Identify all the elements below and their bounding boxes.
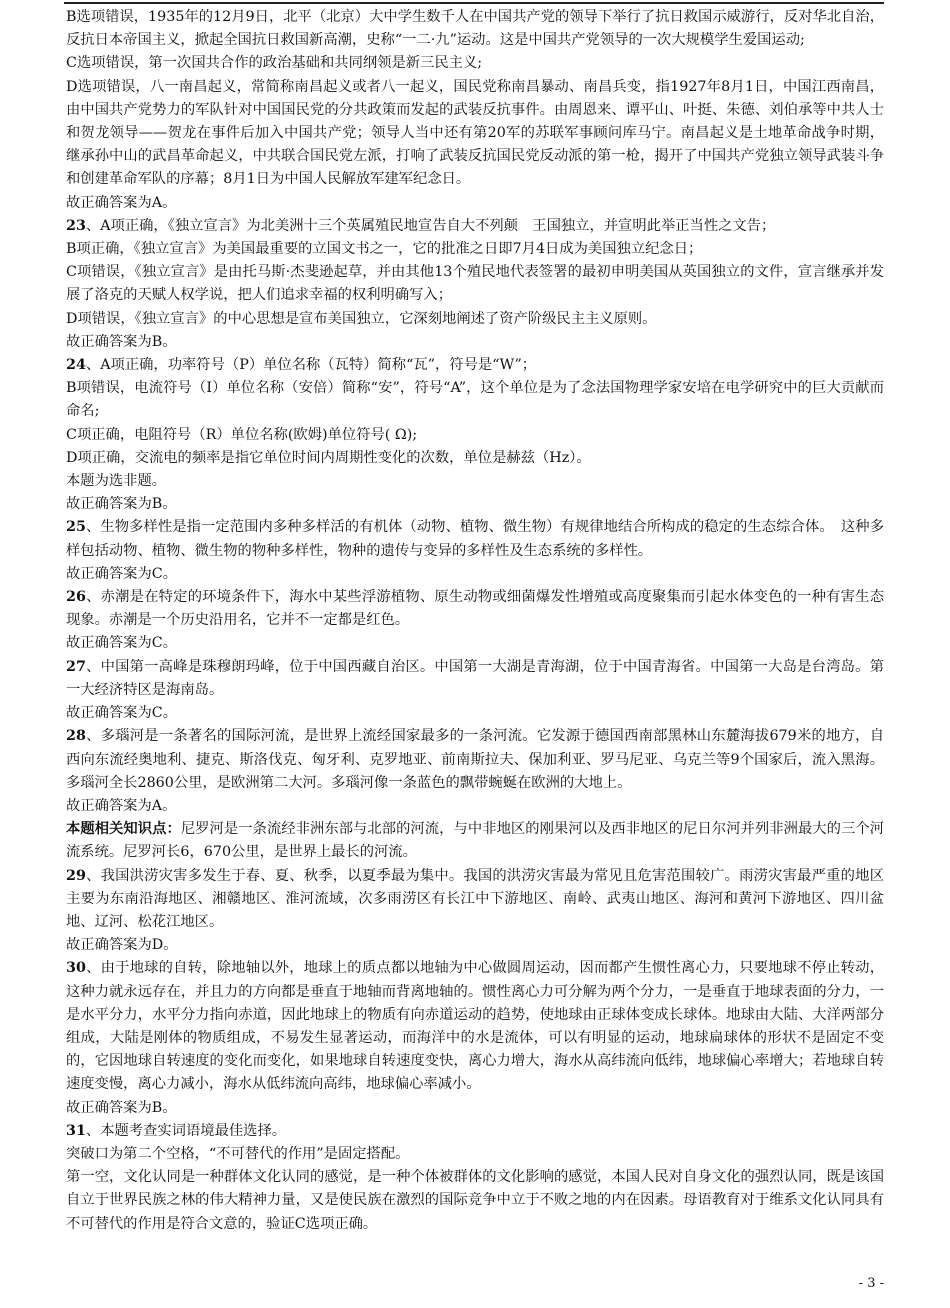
paragraph-text: 、A项正确，功率符号（P）单位名称（瓦特）简称“瓦”，符号是“W”； (85, 357, 537, 374)
question-number: 26 (66, 589, 86, 606)
paragraph-text: B项错误，电流符号（I）单位名称（安倍）简称“安”，符号“A”，这个单位是为了念法国物理学家安培在电学研究中的巨大贡献而命名; (66, 380, 884, 420)
paragraph (66, 725, 884, 795)
knowledge-point-label: 本题相关知识点： (66, 821, 181, 838)
paragraph-text: 故正确答案为C。 (66, 635, 178, 652)
paragraph (66, 795, 884, 818)
paragraph-text: 、本题考查实词语境最佳选择。 (85, 1122, 287, 1139)
paragraph-text: 故正确答案为D。 (66, 937, 178, 954)
paragraph (66, 331, 884, 354)
paragraph-text: C项错误，《独立宣言》是由托马斯·杰斐逊起草，并由其他13个殖民地代表签署的最初申明美国从英国独立的文件，宣言继承并发展了洛克的天赋人权学说，把人们追求幸福的权利明确写入； (66, 264, 884, 304)
question-number: 25 (66, 519, 86, 536)
paragraph (66, 865, 884, 935)
paragraph (66, 76, 884, 192)
paragraph (66, 470, 884, 493)
paragraph (66, 818, 884, 864)
paragraph (66, 1120, 884, 1143)
paragraph (66, 6, 884, 52)
page-number: - 3 - (858, 1276, 884, 1291)
paragraph (66, 215, 884, 238)
paragraph-text: D项正确，交流电的频率是指它单位时间内周期性变化的次数，单位是赫兹（Hz）。 (66, 449, 591, 466)
paragraph (66, 656, 884, 702)
paragraph (66, 1097, 884, 1120)
paragraph (66, 586, 884, 632)
paragraph-text: C选项错误，第一次国共合作的政治基础和共同纲领是新三民主义; (66, 55, 483, 72)
question-number: 27 (66, 658, 86, 675)
paragraph (66, 516, 884, 562)
paragraph (66, 957, 884, 1096)
paragraph-text: 故正确答案为C。 (66, 705, 178, 722)
paragraph-text: 故正确答案为A。 (66, 797, 177, 814)
top-rule (64, 2, 884, 4)
paragraph-text: 故正确答案为C。 (66, 565, 178, 582)
paragraph-text: 尼罗河是一条流经非洲东部与北部的河流，与中非地区的刚果河以及西非地区的尼日尔河并列非洲最大的三个河流系统。尼罗河长6，670公里，是世界上最长的河流。 (66, 821, 885, 861)
paragraph-text: 第一空，文化认同是一种群体文化认同的感觉，是一种个体被群体的文化影响的感觉，本国人民对自身文化的强烈认同，既是该国自立于世界民族之林的伟大精神力量，又是使民族在激烈的国际竞争中立于不败之地的内在因素。母语教育对于维系文化认同具有不可替代的作用是符合文意的，验证C选项正确。 (66, 1169, 884, 1232)
paragraph (66, 563, 884, 586)
paragraph-text: 故正确答案为B。 (66, 333, 177, 350)
paragraph (66, 308, 884, 331)
question-number: 23 (66, 217, 86, 234)
paragraph-text: 故正确答案为A。 (66, 194, 177, 211)
paragraph-text: 、由于地球的自转，除地轴以外，地球上的质点都以地轴为中心做圆周运动，因而都产生惯性离心力，只要地球不停止转动，这种力就永远存在，并且力的方向都是垂直于地轴而背离地轴的。惯性离心力可分解为两个分力，一是垂直于地球表面的分力，一是水平分力，水平分力指向赤道，因此地球上的物质有向赤道运动的趋势，使地球由正球体变成长球体。地球由大陆、大洋两部分组成，大陆是刚体的物质组成，不易发生显著运动，而海洋中的水是流体，可以有明显的运动，地球扁球体的形状不是固定不变的，它因地球自转速度的变化而变化，如果地球自转速度变快，离心力增大，海水从高纬流向低纬，地球偏心率增大；若地球自转速度变慢，离心力减小，海水从低纬流向高纬，地球偏心率减小。 (66, 960, 884, 1093)
paragraph-text: C项正确，电阻符号（R）单位名称(欧姆)单位符号( Ω); (66, 426, 418, 443)
paragraph (66, 934, 884, 957)
paragraph-text: 、多瑙河是一条著名的国际河流，是世界上流经国家最多的一条河流。它发源于德国西南部黑林山东麓海拔679米的地方，自西向东流经奥地利、捷克、斯洛伐克、匈牙利、克罗地亚、前南斯拉夫、保加利亚、罗马尼亚、乌克兰等9个国家后，流入黑海。多瑙河全长2860公里，是欧洲第二大河。多瑙河像一条蓝色的飘带蜿蜒在欧洲的大地上。 (66, 728, 884, 791)
paragraph-text: D项错误，《独立宣言》的中心思想是宣布美国独立，它深刻地阐述了资产阶级民主主义原则。 (66, 310, 657, 327)
paragraph (66, 632, 884, 655)
paragraph (66, 424, 884, 447)
question-number: 28 (66, 728, 86, 745)
paragraph (66, 493, 884, 516)
question-number: 24 (66, 357, 86, 374)
paragraph (66, 377, 884, 423)
paragraph-text: B项正确，《独立宣言》为美国最重要的立国文书之一，它的批准之日即7月4日成为美国独立纪念日； (66, 241, 703, 258)
paragraph-text: 故正确答案为B。 (66, 496, 177, 513)
question-number: 29 (66, 867, 86, 884)
question-number: 31 (66, 1122, 86, 1139)
paragraph-text: D选项错误，八一南昌起义，常简称南昌起义或者八一起义，国民党称南昌暴动、南昌兵变，指1927年8月1日，中国江西南昌，由中国共产党势力的军队针对中国国民党的分共政策而发起的武装反抗事件。由周恩来、谭平山、叶挺、朱德、刘伯承等中共人士和贺龙领导——贺龙在事件后加入中国共产党；领导人当中还有第20军的苏联军事顾问库马宁。南昌起义是土地革命战争时期，继承孙中山的武昌革命起义，中共联合国民党左派，打响了武装反抗国民党反动派的第一枪，揭开了中国共产党独立领导武装斗争和创建革命军队的序幕；8月1日为中国人民解放军建军纪念日。 (66, 78, 884, 188)
paragraph-text: 、生物多样性是指一定范围内多种多样活的有机体（动物、植物、微生物）有规律地结合所构成的稳定的生态综合体。 这种多样包括动物、植物、微生物的物种多样性，物种的遗传与变异的多样性及生态系统的多样性。 (66, 519, 884, 559)
paragraph (66, 447, 884, 470)
paragraph (66, 702, 884, 725)
paragraph-text: B选项错误，1935年的12月9日，北平（北京）大中学生数千人在中国共产党的领导下举行了抗日救国示威游行，反对华北自治，反抗日本帝国主义，掀起全国抗日救国新高潮，史称“一二·九”运动。这是中国共产党领导的一次大规模学生爱国运动; (66, 9, 884, 49)
paragraph-text: 、中国第一高峰是珠穆朗玛峰，位于中国西藏自治区。中国第一大湖是青海湖，位于中国青海省。中国第一大岛是台湾岛。第一大经济特区是海南岛。 (66, 658, 884, 698)
answer-explanations (66, 6, 884, 1236)
paragraph-text: 故正确答案为B。 (66, 1099, 177, 1116)
paragraph (66, 261, 884, 307)
paragraph (66, 354, 884, 377)
question-number: 30 (66, 960, 86, 977)
paragraph-text: 本题为选非题。 (66, 473, 167, 490)
paragraph (66, 1143, 884, 1166)
paragraph (66, 238, 884, 261)
paragraph-text: 、A项正确，《独立宣言》为北美洲十三个英属殖民地宣告自大不列颠 王国独立，并宣明此举正当性之文告； (85, 217, 776, 234)
paragraph (66, 192, 884, 215)
paragraph (66, 52, 884, 75)
paragraph-text: 、赤潮是在特定的环境条件下，海水中某些浮游植物、原生动物或细菌爆发性增殖或高度聚集而引起水体变色的一种有害生态现象。赤潮是一个历史沿用名，它并不一定都是红色。 (66, 589, 884, 629)
paragraph-text: 、我国洪涝灾害多发生于春、夏、秋季，以夏季最为集中。我国的洪涝灾害最为常见且危害范围较广。雨涝灾害最严重的地区主要为东南沿海地区、湘赣地区、淮河流域，次多雨涝区有长江中下游地区、南岭、武夷山地区、海河和黄河下游地区、四川盆地、辽河、松花江地区。 (66, 867, 884, 930)
paragraph-text: 突破口为第二个空格，“不可替代的作用”是固定搭配。 (66, 1145, 410, 1162)
paragraph (66, 1166, 884, 1236)
